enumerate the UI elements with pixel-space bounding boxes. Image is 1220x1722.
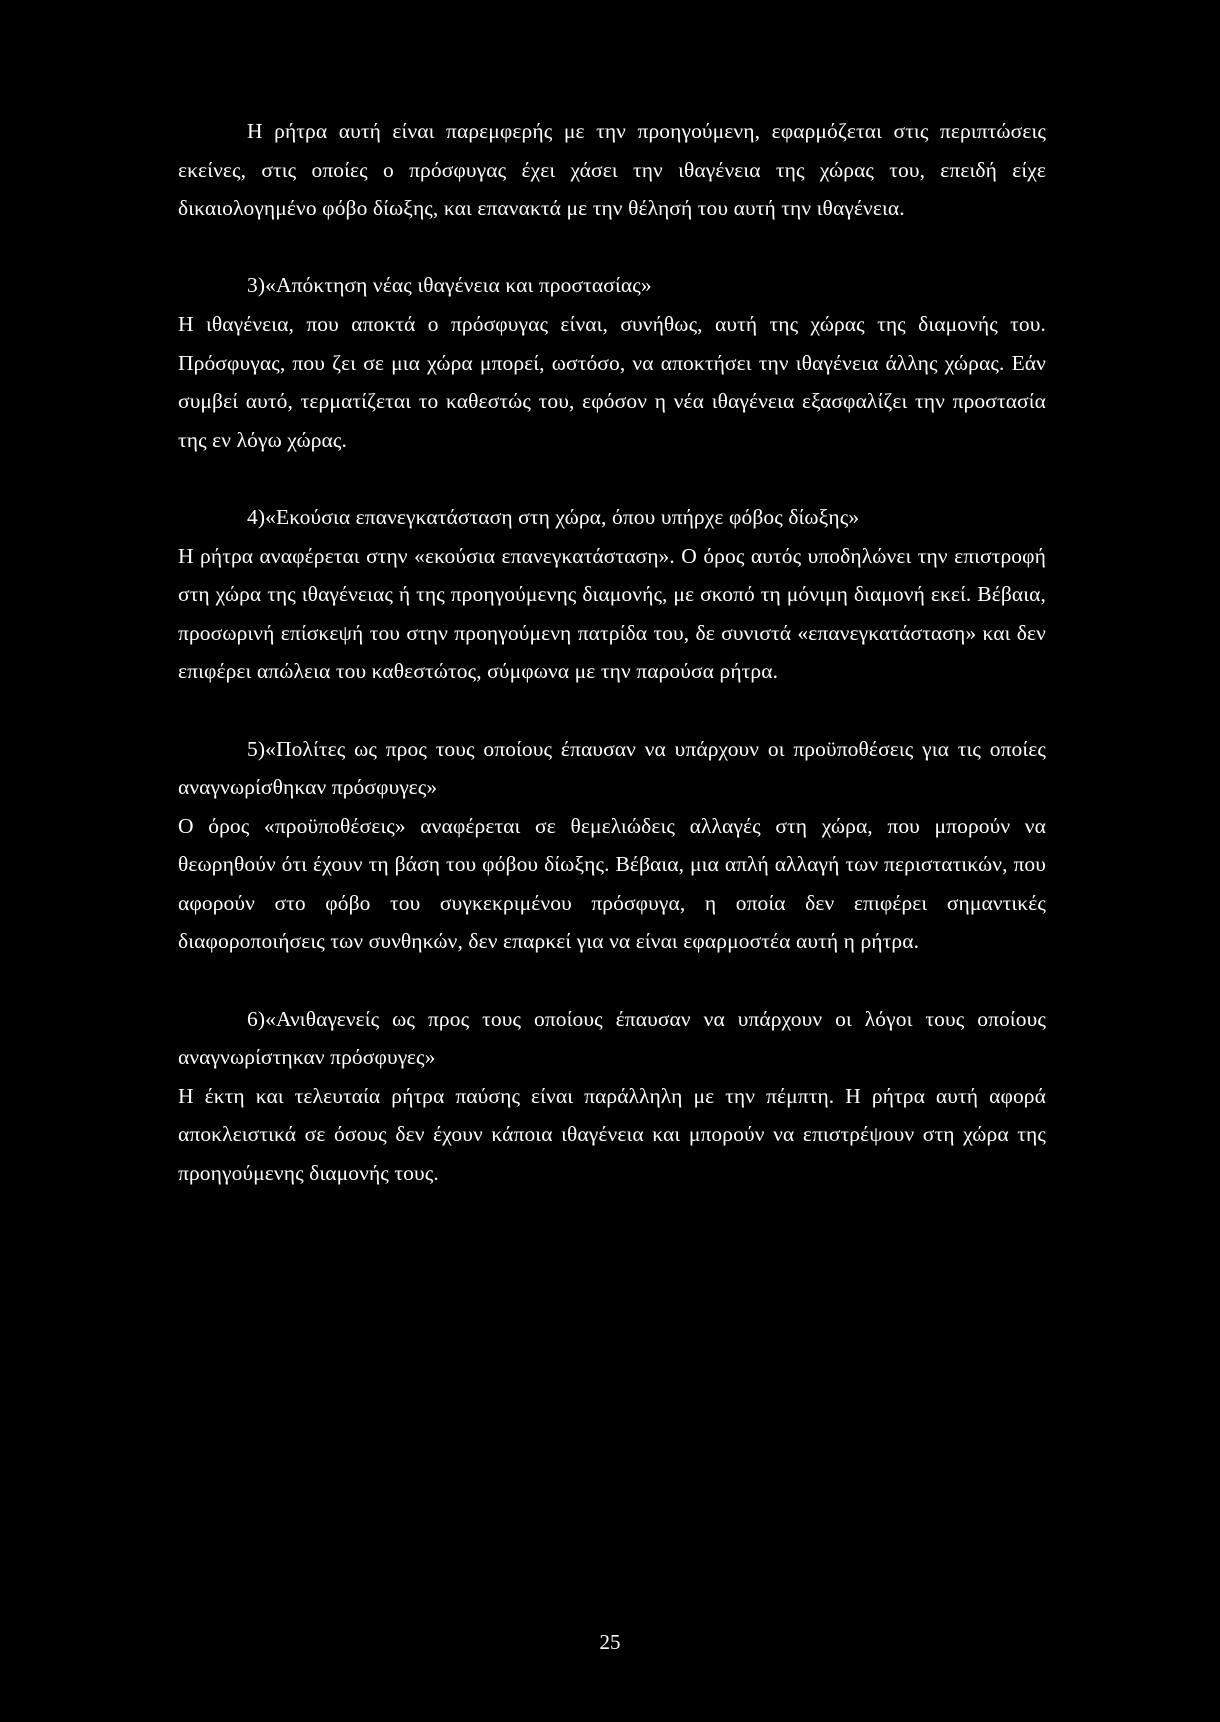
paragraph-intro xyxy=(178,112,1046,228)
section-heading: 5)«Πολίτες ως προς τους οποίους έπαυσαν να υπάρχουν οι προϋποθέσεις για τις οποίες αναγνωρίσθηκαν πρόσφυγες» xyxy=(178,736,1046,800)
section-body: Η έκτη και τελευταία ρήτρα παύσης είναι παράλληλη με την πέμπτη. Η ρήτρα αυτή αφορά αποκλειστικά σε όσους δεν έχουν κάποια ιθαγένεια και μπορούν να επιστρέψουν στη χώρα της προηγούμενης διαμονής τους. xyxy=(178,1083,1046,1186)
section-heading: 3)«Απόκτηση νέας ιθαγένεια και προστασίας» xyxy=(247,273,652,298)
section-body: Η ρήτρα αναφέρεται στην «εκούσια επανεγκατάσταση». Ο όρος αυτός υποδηλώνει την επιστροφή στη χώρα της ιθαγένειας ή της προηγούμενης διαμονής, με σκοπό τη μόνιμη διαμονή εκεί. Βέβαια, προσωρινή επίσκεψή του στην προηγούμενη πατρίδα του, δε συνιστά «επανεγκατάσταση» και δεν επιφέρει απώλεια του καθεστώτος, σύμφωνα με την παρούσα ρήτρα. xyxy=(178,543,1046,684)
section-4 xyxy=(178,498,1046,691)
section-body: Ο όρος «προϋποθέσεις» αναφέρεται σε θεμελιώδεις αλλαγές στη χώρα, που μπορούν να θεωρηθούν ότι έχουν τη βάση του φόβου δίωξης. Βέβαια, μια απλή αλλαγή των περιστατικών, που αφορούν στο φόβο του συγκεκριμένου πρόσφυγα, η οποία δεν επιφέρει σημαντικές διαφοροποιήσεις των συνθηκών, δεν επαρκεί για να είναι εφαρμοστέα αυτή η ρήτρα. xyxy=(178,813,1046,954)
section-6 xyxy=(178,1000,1046,1193)
page-number: 25 xyxy=(599,1630,621,1654)
section-body: Η ιθαγένεια, που αποκτά ο πρόσφυγας είναι, συνήθως, αυτή της χώρας της διαμονής του. Πρόσφυγας, που ζει σε μια χώρα μπορεί, ωστόσο, να αποκτήσει την ιθαγένεια άλλης χώρας. Εάν συμβεί αυτό, τερματίζεται το καθεστώς του, εφόσον η νέα ιθαγένεια εξασφαλίζει την προστασία της εν λόγω χώρας. xyxy=(178,311,1046,452)
section-heading: 6)«Ανιθαγενείς ως προς τους οποίους έπαυσαν να υπάρχουν οι λόγοι τους οποίους αναγνωρίστηκαν πρόσφυγες» xyxy=(178,1006,1046,1070)
section-5 xyxy=(178,730,1046,962)
section-3 xyxy=(178,266,1046,459)
document-page xyxy=(178,112,1046,1193)
paragraph-body: Η ρήτρα αυτή είναι παρεμφερής με την προηγούμενη, εφαρμόζεται στις περιπτώσεις εκείνες, στις οποίες ο πρόσφυγας έχει χάσει την ιθαγένεια της χώρας του, επειδή είχε δικαιολογημένο φόβο δίωξης, και επανακτά με την θέλησή του αυτή την ιθαγένεια. xyxy=(178,119,1046,221)
section-heading: 4)«Εκούσια επανεγκατάσταση στη χώρα, όπου υπήρχε φόβος δίωξης» xyxy=(247,504,860,529)
